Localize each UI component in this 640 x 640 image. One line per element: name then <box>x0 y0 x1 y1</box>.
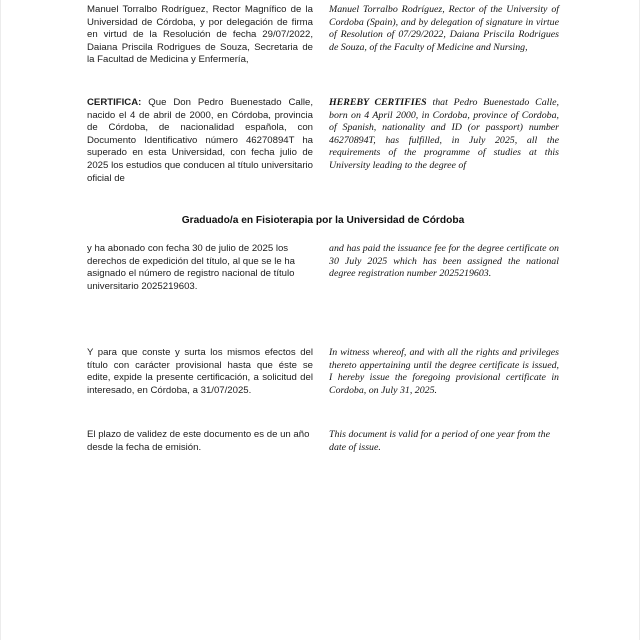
validity-paragraph-spanish: El plazo de validez de este documento es de un año desde la fecha de emisión. <box>87 429 310 453</box>
certifies-paragraph-spanish <box>87 97 313 185</box>
fee-paragraph-spanish: y ha abonado con fecha 30 de julio de 2025 los derechos de expedición del título, al que se le ha asignado el número de registro nacional de título universitario 2025219603. <box>87 243 296 292</box>
certifies-paragraph-english <box>329 97 559 185</box>
witness-paragraph-english: In witness whereof, and with all the rights and privileges thereto appertaining until the degree certificate is issued, I hereby issue the foregoing provisional certificate in Cordoba, on July 31, 2025. <box>329 347 559 396</box>
validity-paragraph-english: This document is valid for a period of one year from the date of issue. <box>329 429 550 453</box>
certifies-paragraph-block <box>87 97 559 185</box>
validity-paragraph-block <box>87 429 559 454</box>
witness-paragraph-block <box>87 347 559 397</box>
intro-paragraph-block <box>87 4 559 67</box>
intro-paragraph-english: Manuel Torralbo Rodríguez, Rector of the University of Cordoba (Spain), and by delegation of signature in virtue of Resolution of 07/29/2022, Daiana Priscila Rodrigues de Souza, of the Faculty of Medicine and Nursing, <box>329 4 559 53</box>
certifies-body-spanish: Que Don Pedro Buenestado Calle, nacido el 4 de abril de 2000, en Córdoba, provincia de Córdoba, de nacionalidad española, con Documento Identificativo número 46270894T ha superado en esta Universidad, con fecha julio de 2025 los estudios que conducen al título universitario oficial de <box>87 97 313 184</box>
certifica-lead-label: CERTIFICA: <box>87 97 142 108</box>
fee-paragraph-english: and has paid the issuance fee for the degree certificate on 30 July 2025 which has been assigned the national degree registration number 2025219603. <box>329 243 559 280</box>
hereby-certifies-lead-label: HEREBY CERTIFIES <box>329 97 427 108</box>
certifies-body-english: that Pedro Buenestado Calle, born on 4 April 2000, in Cordoba, province of Cordoba, of Spanish, nationality and ID (or passport) number 46270894T, has fulfilled, in July 2025, all the requirements of the programme of studies at this University leading to the degree of <box>329 97 559 171</box>
degree-title: Graduado/a en Fisioterapia por la Universidad de Córdoba <box>181 215 465 226</box>
witness-paragraph-spanish: Y para que conste y surta los mismos efectos del título con carácter provisional hasta que éste se edite, expide la presente certificación, a solicitud del interesado, en Córdoba, a 31/07/2025. <box>87 347 313 396</box>
fee-paragraph-block <box>87 243 559 293</box>
intro-paragraph-spanish: Manuel Torralbo Rodríguez, Rector Magnífico de la Universidad de Córdoba, y por delegación de firma en virtud de la Resolución de fecha 29/07/2022, Daiana Priscila Rodrigues de Souza, Secretaria de la Facultad de Medicina y Enfermería, <box>87 4 313 66</box>
